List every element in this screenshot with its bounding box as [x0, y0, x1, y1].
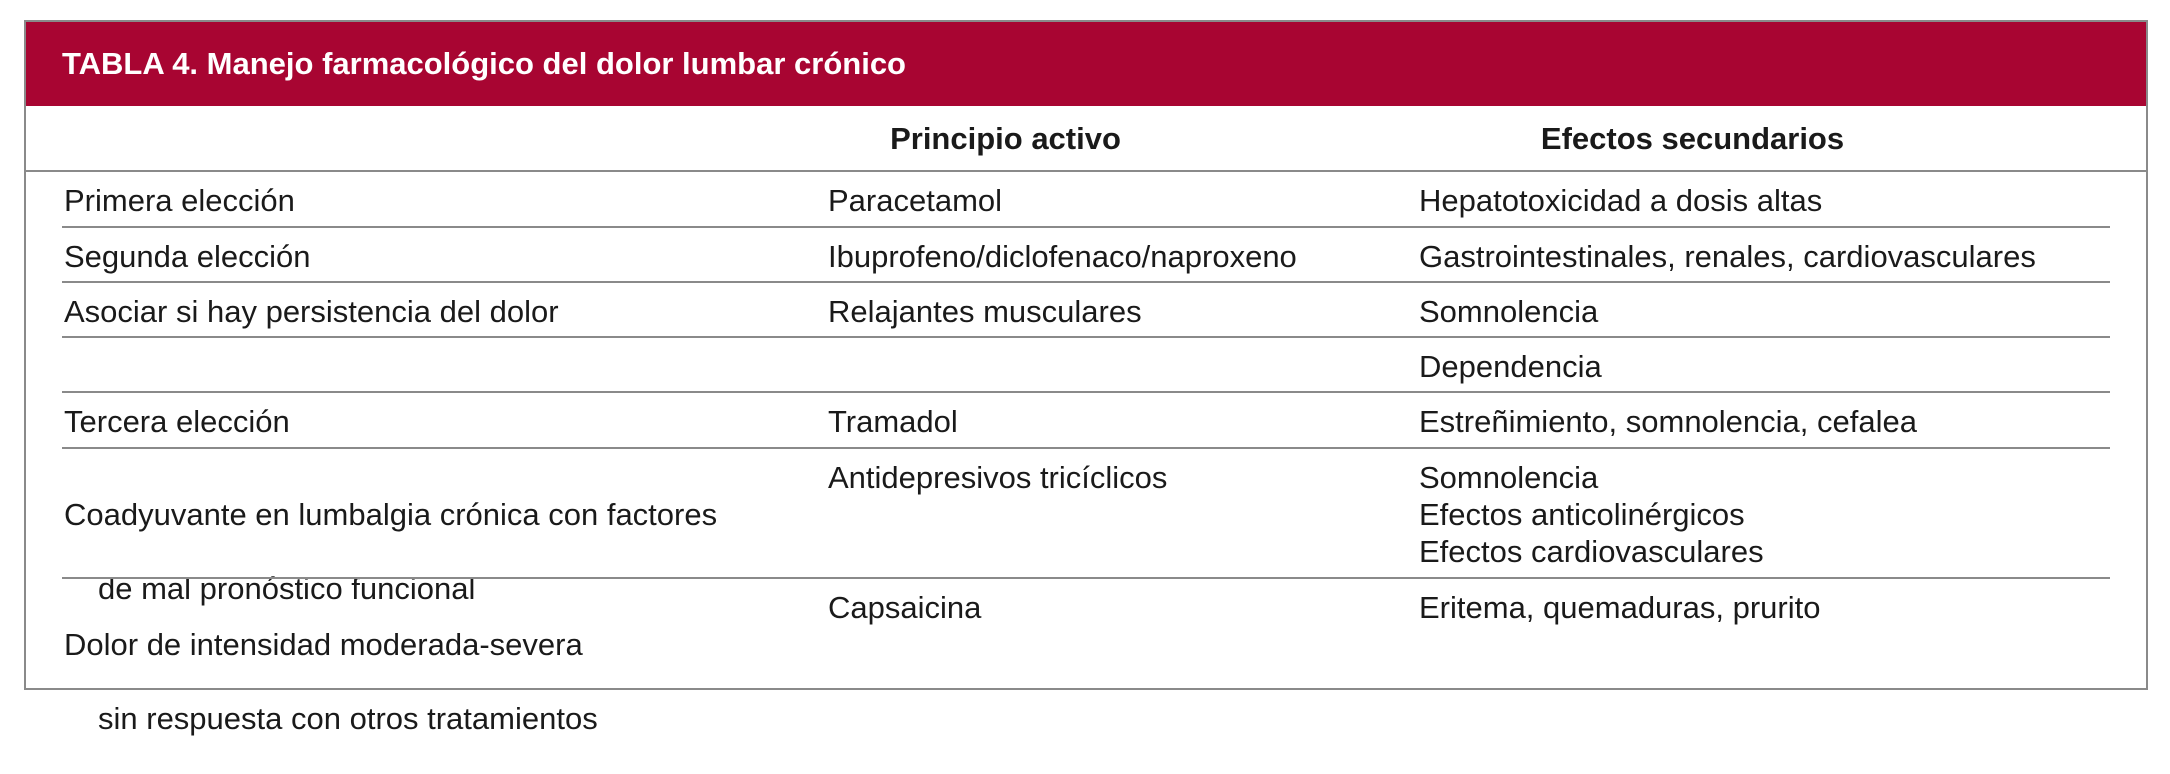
row-category: Segunda elección	[64, 239, 311, 274]
header-efectos-secundarios: Efectos secundarios	[1540, 121, 1845, 156]
row-principio-activo: Relajantes musculares	[828, 294, 1142, 329]
row-efectos: Estreñimiento, somnolencia, cefalea	[1419, 404, 1917, 439]
header-col1	[64, 106, 784, 172]
row-category-line2: de mal pronóstico funcional	[98, 571, 476, 606]
row-efectos: Gastrointestinales, renales, cardiovasculares	[1419, 239, 2036, 274]
row-principio-activo: Paracetamol	[828, 183, 1003, 218]
table-row	[26, 172, 2146, 228]
table-header-row	[26, 106, 2146, 172]
row-category-line1: Coadyuvante en lumbalgia crónica con factores	[64, 497, 718, 532]
table-body	[26, 172, 2146, 736]
row-principio-activo: Tramadol	[828, 404, 958, 439]
row-efectos: Eritema, quemaduras, prurito	[1419, 590, 1821, 625]
row-principio-activo: Ibuprofeno/diclofenaco/naproxeno	[828, 239, 1297, 274]
row-category	[64, 589, 784, 774]
table-title: TABLA 4. Manejo farmacológico del dolor lumbar crónico	[26, 22, 2146, 106]
row-category: Tercera elección	[64, 404, 290, 439]
row-category: Asociar si hay persistencia del dolor	[64, 294, 559, 329]
row-efectos: Somnolencia Efectos anticolinérgicos Efectos cardiovasculares	[1419, 460, 1764, 569]
table-row	[26, 393, 2146, 449]
table-row	[26, 283, 2146, 338]
pharmacology-table	[24, 20, 2148, 736]
row-category-line2: sin respuesta con otros tratamientos	[98, 701, 598, 736]
table-row	[26, 228, 2146, 283]
header-principio-activo: Principio activo	[890, 121, 1121, 156]
row-principio-activo: Antidepresivos tricíclicos	[828, 460, 1168, 495]
row-category-line1: Dolor de intensidad moderada-severa	[64, 627, 583, 662]
row-principio-activo: Capsaicina	[828, 590, 982, 625]
row-category: Primera elección	[64, 183, 295, 218]
row-efectos: Somnolencia	[1419, 294, 1599, 329]
row-efectos: Hepatotoxicidad a dosis altas	[1419, 183, 1823, 218]
table-row	[26, 449, 2146, 606]
row-efectos: Dependencia	[1419, 349, 1602, 384]
table-row	[26, 579, 2146, 736]
table-row	[26, 338, 2146, 393]
